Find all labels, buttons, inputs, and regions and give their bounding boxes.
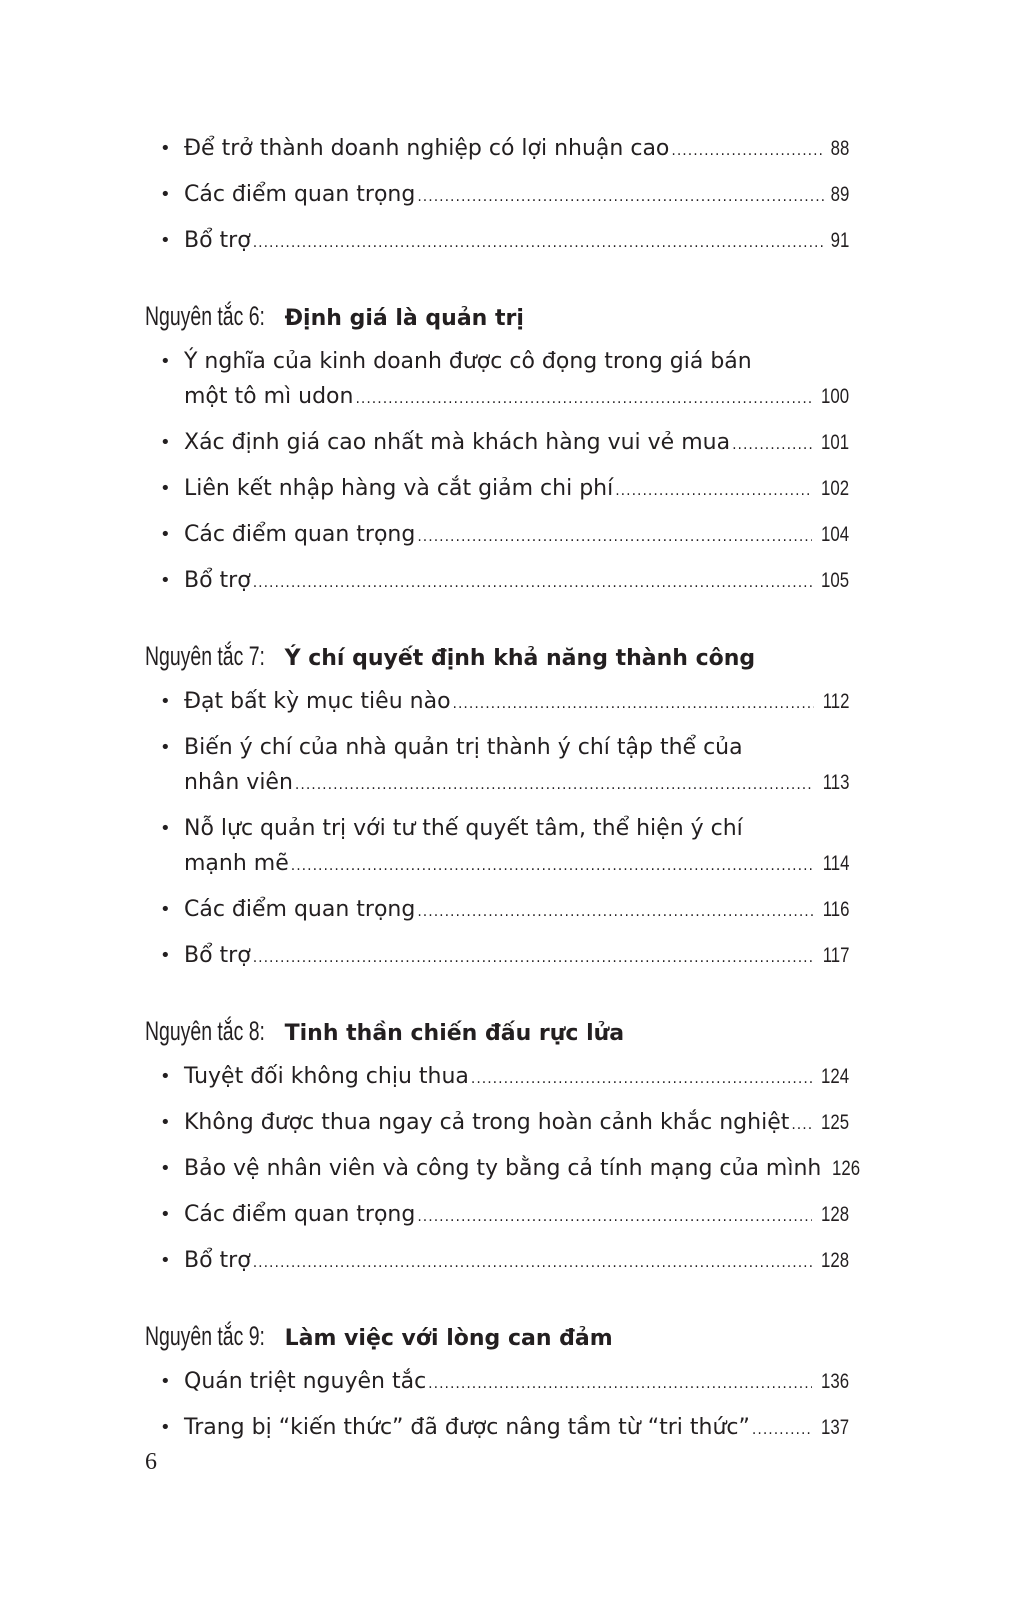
toc-entry: [145, 1055, 849, 1101]
entry-title: Quán triệt nguyên tắc: [184, 1369, 427, 1394]
toc-section: [145, 1315, 849, 1452]
entry-page: 114: [822, 852, 849, 875]
toc-entry: [145, 1147, 861, 1193]
entry-title: nhân viên: [184, 770, 293, 795]
table-of-contents: [145, 127, 861, 1452]
entry-title: Bảo vệ nhân viên và công ty bằng cả tính mạng của mình: [184, 1156, 822, 1181]
bullet-icon: •: [160, 1158, 171, 1179]
entry-title: Đạt bất kỳ mục tiêu nào: [184, 689, 451, 714]
entry-title: mạnh mẽ: [184, 851, 289, 876]
entry-page: 104: [820, 523, 849, 546]
bullet-icon: •: [160, 899, 171, 920]
toc-entry: [145, 559, 849, 605]
dot-leader: [417, 891, 813, 934]
entry-title: Nỗ lực quản trị với tư thế quyết tâm, thể hiện ý chí: [184, 816, 743, 841]
dot-leader: [417, 1196, 812, 1239]
section-heading: [145, 295, 849, 340]
entry-page: 100: [820, 385, 849, 408]
dot-leader: [355, 378, 812, 421]
section-heading: [145, 635, 849, 680]
toc-entry: [145, 1193, 849, 1239]
toc-entry: [145, 219, 849, 265]
dot-leader: [752, 1409, 812, 1452]
dot-leader: [253, 222, 824, 265]
section-title: Ý chí quyết định khả năng thành công: [284, 646, 756, 671]
entry-page: 105: [820, 569, 849, 592]
entry-title: Bổ trợ: [184, 568, 251, 593]
dot-leader: [417, 176, 823, 219]
dot-leader: [428, 1363, 812, 1406]
entry-title: Để trở thành doanh nghiệp có lợi nhuận cao: [184, 136, 670, 161]
entry-title: Xác định giá cao nhất mà khách hàng vui vẻ mua: [184, 430, 731, 455]
entry-page: 113: [822, 771, 849, 794]
bullet-icon: •: [160, 737, 171, 758]
toc-section: [145, 635, 849, 980]
bullet-icon: •: [160, 1112, 171, 1133]
toc-entry: [145, 680, 849, 726]
toc-entry: [145, 340, 849, 421]
entry-title: Bổ trợ: [184, 943, 251, 968]
entry-page: 116: [822, 898, 849, 921]
bullet-icon: •: [160, 691, 171, 712]
entry-title: Các điểm quan trọng: [184, 1202, 416, 1227]
bullet-icon: •: [160, 524, 171, 545]
section-title: Tinh thần chiến đấu rực lửa: [284, 1021, 625, 1046]
entry-page: 88: [830, 137, 849, 160]
entry-title: Tuyệt đối không chịu thua: [184, 1064, 469, 1089]
dot-leader: [615, 470, 812, 513]
dot-leader: [295, 764, 814, 807]
dot-leader: [791, 1104, 812, 1147]
entry-title: Các điểm quan trọng: [184, 897, 416, 922]
entry-title: Bổ trợ: [184, 228, 251, 253]
section-label: Nguyên tắc 7:: [145, 641, 265, 671]
entry-page: 124: [820, 1065, 849, 1088]
entry-title: Các điểm quan trọng: [184, 182, 416, 207]
dot-leader: [471, 1058, 812, 1101]
toc-entry: [145, 1360, 849, 1406]
entry-page: 128: [820, 1203, 849, 1226]
section-title: Làm việc với lòng can đảm: [284, 1326, 613, 1351]
entry-title: một tô mì udon: [184, 384, 354, 409]
entry-page: 102: [820, 477, 849, 500]
bullet-icon: •: [160, 184, 171, 205]
toc-entry: [145, 888, 849, 934]
bullet-icon: •: [160, 1204, 171, 1225]
bullet-icon: •: [160, 945, 171, 966]
entry-page: 101: [820, 431, 849, 454]
entry-title: Biến ý chí của nhà quản trị thành ý chí tập thể của: [184, 735, 743, 760]
toc-entry: [145, 1406, 849, 1452]
page-number: 6: [145, 1449, 157, 1475]
bullet-icon: •: [160, 478, 171, 499]
entry-title: Liên kết nhập hàng và cắt giảm chi phí: [184, 476, 614, 501]
section-label: Nguyên tắc 8:: [145, 1016, 265, 1046]
toc-section: [145, 295, 849, 605]
bullet-icon: •: [160, 818, 171, 839]
entry-page: 91: [830, 229, 849, 252]
entry-page: 125: [820, 1111, 849, 1134]
entry-page: 126: [832, 1157, 861, 1180]
entry-page: 137: [820, 1416, 849, 1439]
bullet-icon: •: [160, 1250, 171, 1271]
dot-leader: [417, 516, 812, 559]
bullet-icon: •: [160, 1371, 171, 1392]
section-heading: [145, 1315, 849, 1360]
entry-page: 117: [822, 944, 849, 967]
bullet-icon: •: [160, 570, 171, 591]
section-heading: [145, 1010, 849, 1055]
entry-title: Không được thua ngay cả trong hoàn cảnh khắc nghiệt: [184, 1110, 790, 1135]
section-label: Nguyên tắc 9:: [145, 1321, 265, 1351]
entry-title: Các điểm quan trọng: [184, 522, 416, 547]
toc-entry: [145, 513, 849, 559]
toc-entry: [145, 726, 849, 807]
toc-entry: [145, 934, 849, 980]
toc-entry: [145, 173, 849, 219]
toc-entry: [145, 807, 849, 888]
entry-title: Bổ trợ: [184, 1248, 251, 1273]
toc-entry: [145, 1101, 849, 1147]
bullet-icon: •: [160, 1417, 171, 1438]
entry-title: Ý nghĩa của kinh doanh được cô đọng trong giá bán: [184, 349, 752, 374]
dot-leader: [291, 845, 814, 888]
dot-leader: [253, 562, 812, 605]
entry-page: 136: [820, 1370, 849, 1393]
bullet-icon: •: [160, 351, 171, 372]
bullet-icon: •: [160, 432, 171, 453]
section-label: Nguyên tắc 6:: [145, 301, 265, 331]
dot-leader: [453, 683, 814, 726]
entry-title: Trang bị “kiến thức” đã được nâng tầm từ “tri thức”: [184, 1415, 750, 1440]
dot-leader: [671, 130, 823, 173]
bullet-icon: •: [160, 1066, 171, 1087]
toc-entry: [145, 421, 849, 467]
toc-entry: [145, 467, 849, 513]
entry-page: 128: [820, 1249, 849, 1272]
bullet-icon: •: [160, 230, 171, 251]
dot-leader: [732, 424, 812, 467]
toc-section: [145, 1010, 861, 1285]
section-title: Định giá là quản trị: [284, 306, 524, 331]
bullet-icon: •: [160, 138, 171, 159]
dot-leader: [253, 1242, 812, 1285]
entry-page: 89: [830, 183, 849, 206]
toc-entry: [145, 127, 849, 173]
toc-entry: [145, 1239, 849, 1285]
dot-leader: [253, 937, 814, 980]
entry-page: 112: [822, 690, 849, 713]
